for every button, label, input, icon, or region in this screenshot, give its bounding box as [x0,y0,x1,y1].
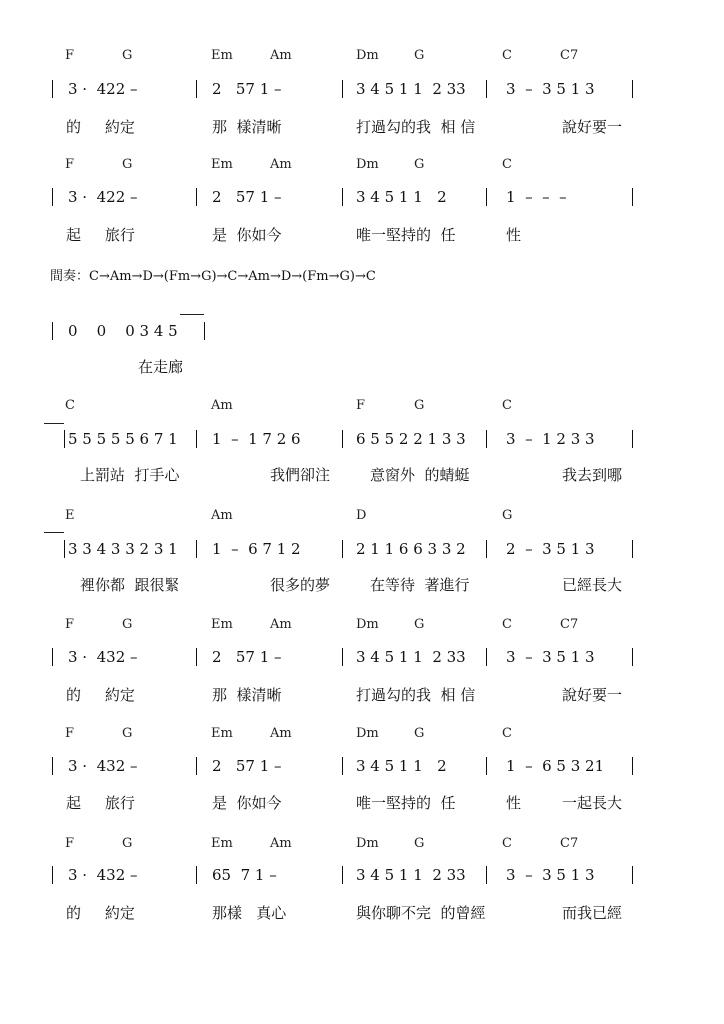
lyric: 唯一堅持的 任 [356,226,456,244]
chord: G [414,836,425,851]
lyric: 打過勾的我 相 信 [356,686,476,704]
lyric: 裡你都 跟很緊 [80,576,180,594]
chord: G [122,157,133,172]
chord: G [122,617,133,632]
measure-notes: 3 · 432 – [68,648,138,666]
chord: C7 [560,836,579,851]
chord: Am [211,398,233,413]
measure-notes: 3 4 5 1 1 2 [356,757,447,775]
chord: G [414,617,425,632]
measure-notes: 1 – 6 7 1 2 [212,540,301,558]
measure-notes: 3 – 1 2 3 3 [506,430,595,448]
lyric: 性 [506,226,522,244]
chord: G [414,726,425,741]
measure-notes: 2 1 1 6 6 3 3 2 [356,540,466,558]
chord: G [122,726,133,741]
lyric: 是 你如今 [212,226,282,244]
chord: C [502,617,512,632]
lyric: 起 旅行 [66,226,135,244]
lyric: 打過勾的我 相 信 [356,118,476,136]
interlude-line: 間奏：C→Am→D→(Fm→G)→C→Am→D→(Fm→G)→C [50,269,376,284]
chord: G [414,398,425,413]
chord: F [65,836,75,851]
measure-notes: 2 57 1 – [212,648,282,666]
measure-notes: 1 – – – [506,188,567,206]
measure-notes: 2 – 3 5 1 3 [506,540,595,558]
chord: C [502,836,512,851]
chord: F [65,48,75,63]
chord: Em [211,617,233,632]
measure-notes: 1 – 1 7 2 6 [212,430,301,448]
lyric: 是 你如今 [212,794,282,812]
lyric: 說好要一 [562,118,623,136]
chord: G [414,48,425,63]
measure-notes: 3 · 422 – [68,80,138,98]
lyric: 的 約定 [66,904,135,922]
chord: Em [211,48,233,63]
lyric: 與你聊不完 的曾經 [356,904,486,922]
lyric: 一起長大 [562,794,623,812]
measure-notes: 3 3 4 3 3 2 3 1 [68,540,178,558]
chord: Dm [356,836,379,851]
measure-notes: 3 – 3 5 1 3 [506,866,595,884]
measure-notes: 1 – 6 5 3 21 [506,757,605,775]
lyric: 上罰站 打手心 [80,466,180,484]
chord: Am [211,508,233,523]
chord: C [502,48,512,63]
chord: Am [270,157,292,172]
chord: C [502,726,512,741]
measure-notes: 3 – 3 5 1 3 [506,648,595,666]
chord: Dm [356,48,379,63]
chord: Am [270,836,292,851]
lyric: 而我已經 [562,904,623,922]
chord: F [65,617,75,632]
lyric: 在走廊 [138,358,184,376]
chord: Em [211,836,233,851]
chord: F [356,398,366,413]
lyric: 起 旅行 [66,794,135,812]
chord: G [122,48,133,63]
lyric: 那 樣清晰 [212,118,282,136]
measure-notes: 2 57 1 – [212,188,282,206]
chord: Am [270,617,292,632]
measure-notes: 3 4 5 1 1 2 33 [356,866,466,884]
chord: C [65,398,75,413]
chord: Dm [356,157,379,172]
lyric: 我們卻注 [270,466,331,484]
chord: F [65,726,75,741]
chord: Dm [356,617,379,632]
lyric: 我去到哪 [562,466,623,484]
measure-notes: 3 · 432 – [68,866,138,884]
chord: G [414,157,425,172]
lyric: 那 樣清晰 [212,686,282,704]
measure-notes: 65 7 1 – [212,866,277,884]
chord: E [65,508,75,523]
chord: C7 [560,48,579,63]
lyric: 的 約定 [66,118,135,136]
chord: C [502,398,512,413]
measure-notes: 5 5 5 5 5 6 7 1 [68,430,178,448]
lyric: 性 [506,794,522,812]
measure-notes: 6 5 5 2 2 1 3 3 [356,430,466,448]
measure-notes: 3 4 5 1 1 2 33 [356,648,466,666]
lyric: 唯一堅持的 任 [356,794,456,812]
lyric: 在等待 著進行 [370,576,470,594]
measure-notes: 2 57 1 – [212,757,282,775]
chord: Am [270,726,292,741]
chord: Dm [356,726,379,741]
chord: Em [211,726,233,741]
measure-notes: 0 0 0 3 4 5 [68,322,178,340]
chord: G [122,836,133,851]
measure-notes: 3 · 432 – [68,757,138,775]
measure-notes: 3 4 5 1 1 2 [356,188,447,206]
chord: G [502,508,513,523]
lyric: 意窗外 的蜻蜓 [370,466,470,484]
lyric: 說好要一 [562,686,623,704]
chord: C [502,157,512,172]
chord: Am [270,48,292,63]
measure-notes: 3 · 422 – [68,188,138,206]
measure-notes: 2 57 1 – [212,80,282,98]
lyric: 很多的夢 [270,576,331,594]
lyric: 那樣 真心 [212,904,287,922]
lyric: 已經長大 [562,576,623,594]
chord: C7 [560,617,579,632]
chord: Em [211,157,233,172]
lyric: 的 約定 [66,686,135,704]
chord: D [356,508,367,523]
chord: F [65,157,75,172]
measure-notes: 3 4 5 1 1 2 33 [356,80,466,98]
measure-notes: 3 – 3 5 1 3 [506,80,595,98]
